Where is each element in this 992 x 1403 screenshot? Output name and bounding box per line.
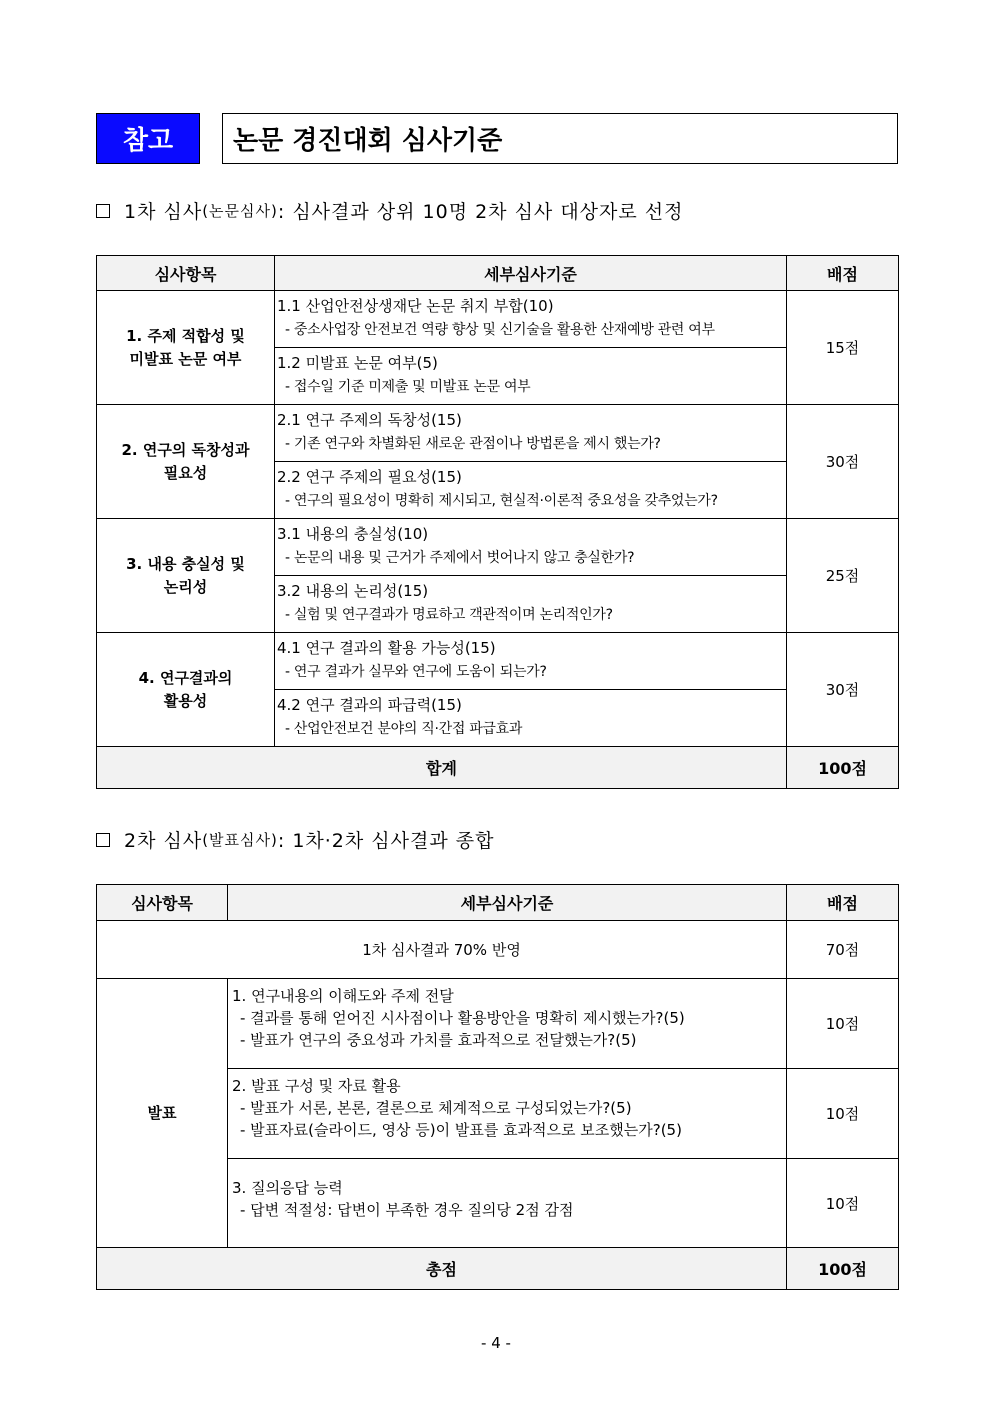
total-label: 총점 [97, 1248, 787, 1290]
criteria-cell: 1. 연구내용의 이해도와 주제 전달 - 결과를 통해 얻어진 시사점이나 활용방안을 명확히 제시했는가?(5) - 발표가 연구의 중요성과 가치를 효과적으로 전달했는가?(5) [228, 979, 787, 1069]
section2-suffix: : 1차·2차 심사결과 종합 [277, 830, 495, 852]
table-header-row [97, 256, 899, 291]
checkbox-square-icon [96, 833, 110, 847]
table-header-row [97, 885, 899, 921]
section1-paren: (논문심사) [202, 202, 278, 220]
score-cell: 15점 [787, 291, 899, 405]
score-cell: 10점 [787, 1069, 899, 1159]
score-cell: 25점 [787, 519, 899, 633]
header-category: 심사항목 [97, 885, 228, 921]
table-row [97, 519, 899, 576]
section1-table [96, 255, 899, 789]
checkbox-square-icon [96, 204, 110, 218]
section1-heading [96, 197, 683, 224]
table-row [97, 633, 899, 690]
criteria-cell: 3.2 내용의 논리성(15) - 실험 및 연구결과가 명료하고 객관적이며 논리적인가? [275, 576, 787, 633]
section1-suffix: : 심사결과 상위 10명 2차 심사 대상자로 선정 [277, 201, 684, 223]
criteria-cell: 2. 발표 구성 및 자료 활용 - 발표가 서론, 본론, 결론으로 체계적으로 구성되었는가?(5) - 발표자료(슬라이드, 영상 등)이 발표를 효과적으로 보조했는가?(5) [228, 1069, 787, 1159]
page-number: - 4 - [481, 1334, 511, 1352]
section2-table [96, 884, 899, 1290]
criteria-cell: 1.1 산업안전상생재단 논문 취지 부합(10) - 중소사업장 안전보건 역량 향상 및 신기술을 활용한 산재예방 관련 여부 [275, 291, 787, 348]
total-score: 100점 [787, 1248, 899, 1290]
document-title [96, 113, 898, 164]
header-score: 배점 [787, 256, 899, 291]
header-category: 심사항목 [97, 256, 275, 291]
header-score: 배점 [787, 885, 899, 921]
category-cell: 2. 연구의 독창성과 필요성 [97, 405, 275, 519]
table-row [97, 921, 899, 979]
score-cell: 70점 [787, 921, 899, 979]
criteria-cell: 2.1 연구 주제의 독창성(15) - 기존 연구와 차별화된 새로운 관점이나 방법론을 제시 했는가? [275, 405, 787, 462]
page-title: 논문 경진대회 심사기준 [222, 113, 898, 164]
score-cell: 30점 [787, 405, 899, 519]
criteria-cell: 4.1 연구 결과의 활용 가능성(15) - 연구 결과가 실무와 연구에 도움이 되는가? [275, 633, 787, 690]
criteria-cell: 1.2 미발표 논문 여부(5) - 접수일 기준 미제출 및 미발표 논문 여부 [275, 348, 787, 405]
category-cell: 1. 주제 적합성 및 미발표 논문 여부 [97, 291, 275, 405]
table-row [97, 979, 899, 1069]
criteria-cell: 2.2 연구 주제의 필요성(15) - 연구의 필요성이 명확히 제시되고, 현실적·이론적 중요성을 갖추었는가? [275, 462, 787, 519]
category-cell: 3. 내용 충실성 및 논리성 [97, 519, 275, 633]
total-row [97, 747, 899, 789]
reference-badge: 참고 [96, 113, 200, 164]
section2-paren: (발표심사) [202, 831, 278, 849]
category-cell: 4. 연구결과의 활용성 [97, 633, 275, 747]
criteria-cell: 3. 질의응답 능력 - 답변 적절성: 답변이 부족한 경우 질의당 2점 감점 [228, 1159, 787, 1248]
category-cell: 발표 [97, 979, 228, 1248]
score-cell: 10점 [787, 979, 899, 1069]
header-criteria: 세부심사기준 [275, 256, 787, 291]
header-criteria: 세부심사기준 [228, 885, 787, 921]
table-row [97, 291, 899, 348]
criteria-cell: 3.1 내용의 충실성(10) - 논문의 내용 및 근거가 주제에서 벗어나지 않고 충실한가? [275, 519, 787, 576]
total-label: 합계 [97, 747, 787, 789]
section1-prefix: 1차 심사 [124, 201, 203, 223]
criteria-cell: 4.2 연구 결과의 파급력(15) - 산업안전보건 분야의 직·간접 파급효과 [275, 690, 787, 747]
section2-prefix: 2차 심사 [124, 830, 203, 852]
total-row [97, 1248, 899, 1290]
score-cell: 10점 [787, 1159, 899, 1248]
section2-heading [96, 826, 494, 853]
first-round-result-cell: 1차 심사결과 70% 반영 [97, 921, 787, 979]
table-row [97, 405, 899, 462]
score-cell: 30점 [787, 633, 899, 747]
total-score: 100점 [787, 747, 899, 789]
